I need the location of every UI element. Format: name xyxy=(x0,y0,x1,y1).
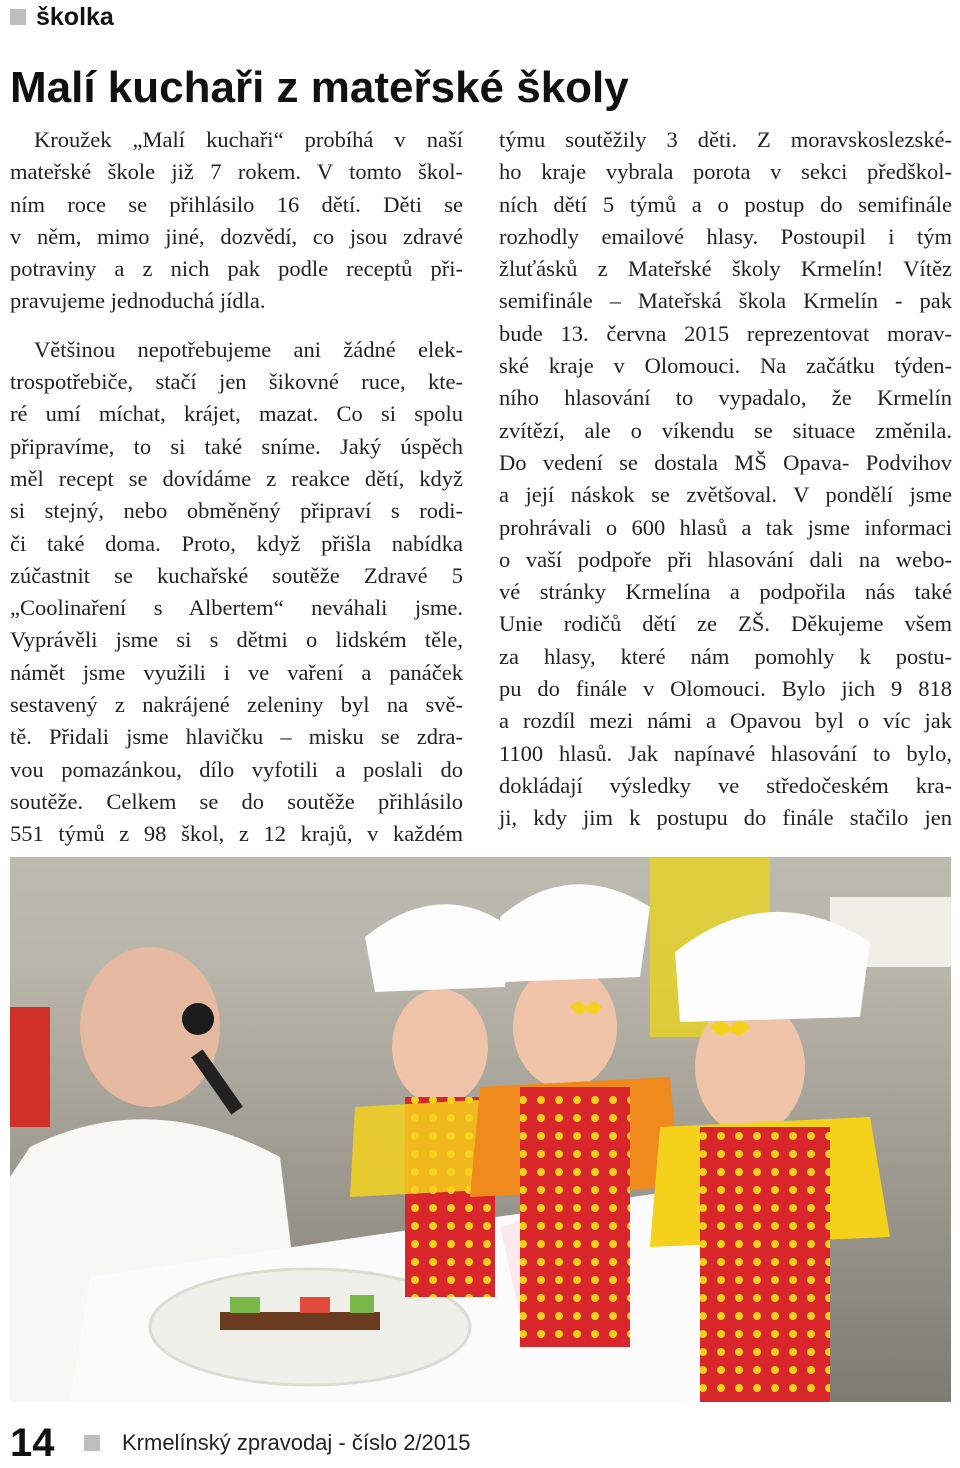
article-text-line: či také doma. Proto, když přišla nabídka xyxy=(10,530,463,556)
article-text-line: rozhodly emailové hlasy. Postoupil i tým xyxy=(499,223,952,249)
article-text-line: ním roce se přihlásilo 16 dětí. Děti se xyxy=(10,191,463,217)
article-text-line: ré umí míchat, krájet, mazat. Co si spolu xyxy=(10,401,463,427)
footer-marker xyxy=(84,1435,100,1451)
article-text-line: ské kraje v Olomouci. Na začátku týden- xyxy=(499,353,952,379)
article-text-line: pravujeme jednoduchá jídla. xyxy=(10,288,266,314)
article-text-line: „Coolinaření s Albertem“ neváhali jsme. xyxy=(10,595,463,621)
article-text-line: připravíme, to si také sníme. Jaký úspěch xyxy=(10,433,463,459)
article-text-line: námět jsme využili i ve vaření a panáček xyxy=(10,659,463,685)
article-text-line: vou pomazánkou, dílo vyfotili a poslali do xyxy=(10,756,463,782)
article-text-line: soutěže. Celkem se do soutěže přihlásilo xyxy=(10,788,463,814)
article-text-line: a rozdíl mezi námi a Opavou byl o víc jak xyxy=(499,708,952,734)
article-text-line: Vyprávěli jsme si s dětmi o lidském těle, xyxy=(10,627,463,653)
article-text-line: sestavený z nakrájené zeleniny byl na svě- xyxy=(10,692,463,718)
article-text-line: dokládají výsledky ve středočeském kra- xyxy=(499,772,952,798)
section-header xyxy=(10,0,114,34)
article-text-line: Kroužek „Malí kuchaři“ probíhá v naší xyxy=(34,127,463,152)
article-text-line: prohrávali o 600 hlasů a tak jsme informaci xyxy=(499,514,952,540)
article-text-line: o vaší podpoře při hlasování dali na webo- xyxy=(499,546,952,572)
article-text-line: v něm, mimo jiné, dozvědí, co jsou zdravé xyxy=(10,223,463,249)
article-text-line: žluťásků z Mateřské školy Krmelín! Vítěz xyxy=(499,256,952,282)
article-text-line: tě. Přidali jsme hlavičku – misku se zdra- xyxy=(10,724,463,750)
article-text-line: mateřské škole již 7 rokem. V tomto škol- xyxy=(10,159,463,185)
article-column-right xyxy=(499,124,952,835)
page-footer xyxy=(10,1418,471,1468)
article-headline: Malí kuchaři z mateřské školy xyxy=(10,63,629,112)
article-text-line: bude 13. června 2015 reprezentovat morav- xyxy=(499,320,952,346)
article-text-line: za hlasy, které nám pomohly k postu- xyxy=(499,643,952,669)
section-marker xyxy=(10,9,26,25)
publication-title: Krmelínský zpravodaj - číslo 2/2015 xyxy=(122,1430,471,1455)
article-photo xyxy=(10,857,951,1402)
article-text-line: ho kraje vybrala porota v sekci předškol- xyxy=(499,159,952,185)
paragraph-gap xyxy=(10,318,463,334)
article-text-line: semifinále – Mateřská škola Krmelín - pak xyxy=(499,288,952,314)
article-text-line: Unie rodičů dětí ze ZŠ. Děkujeme všem xyxy=(499,611,952,637)
article-text-line: týmu soutěžily 3 děti. Z moravskoslezské- xyxy=(499,127,952,152)
article-text-line: si stejný, nebo obměněný připraví s rodi- xyxy=(10,498,463,524)
article-text-line: měl recept se dovídáme z reakce dětí, když xyxy=(10,465,463,491)
article-text-line: 1100 hlasů. Jak napínavé hlasování to bylo, xyxy=(499,740,952,766)
article-text-line: vé stránky Krmelína a podpořila nás také xyxy=(499,579,952,605)
article-text-line: zvítězí, ale o víkendu se situace změnila. xyxy=(499,417,952,443)
article-text-line: zúčastnit se kuchařské soutěže Zdravé 5 xyxy=(10,562,463,588)
article-text-line: ních dětí 5 týmů a o postup do semifinále xyxy=(499,191,952,217)
article-text-line: potraviny a z nich pak podle receptů při- xyxy=(10,256,463,282)
section-title: školka xyxy=(36,2,114,31)
article-column-left xyxy=(10,124,463,851)
article-text-line: a její náskok se zvětšoval. V pondělí jsme xyxy=(499,482,952,508)
article-text-line: pu do finále v Olomouci. Bylo jich 9 818 xyxy=(499,676,952,702)
article-text-line: trospotřebiče, stačí jen šikovné ruce, kte- xyxy=(10,369,463,395)
article-text-line: Do vedení se dostala MŠ Opava- Podvihov xyxy=(499,449,952,475)
page-number: 14 xyxy=(10,1420,55,1465)
article-text-line: ního hlasování to vypadalo, že Krmelín xyxy=(499,385,952,411)
photo-illustration xyxy=(10,857,951,1402)
article-text-line: 551 týmů z 98 škol, z 12 krajů, v každém xyxy=(10,821,463,847)
article-text-line: ji, kdy jim k postupu do finále stačilo jen xyxy=(499,805,952,831)
article-text-line: Většinou nepotřebujeme ani žádné elek- xyxy=(34,336,463,362)
